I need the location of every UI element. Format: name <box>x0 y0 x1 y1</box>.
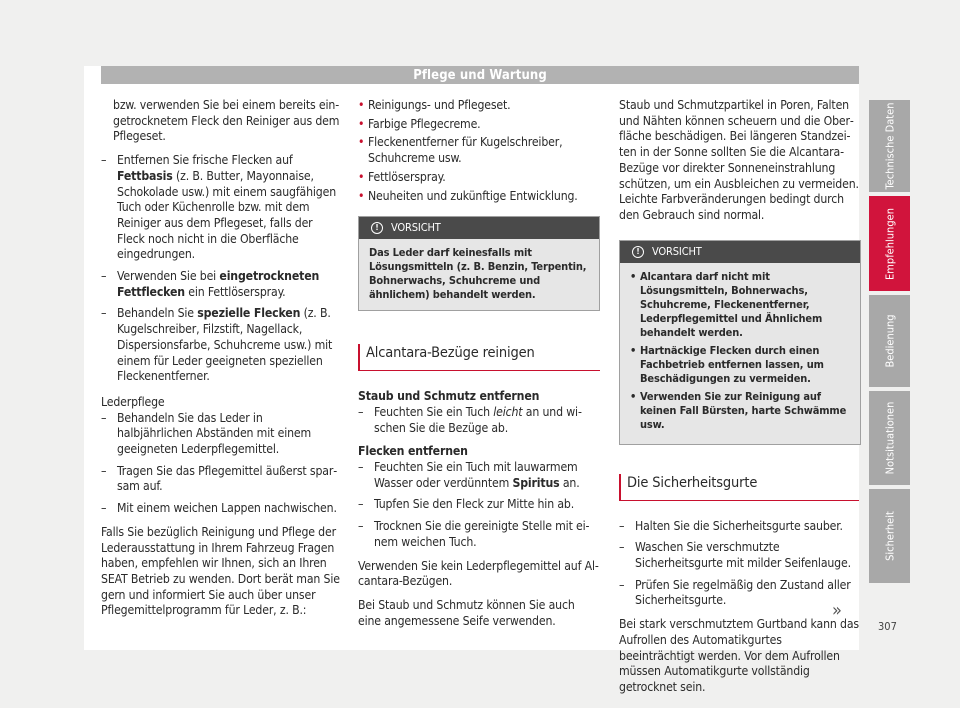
page-number: 307 <box>878 620 897 633</box>
tab-empfehlungen[interactable]: Empfehlungen <box>869 196 910 291</box>
list-item: – Feuchten Sie ein Tuch mit lauwarmem Wasser oder verdünntem Spiritus an. <box>358 460 600 491</box>
paragraph: Bei Staub und Schmutz können Sie auch eine angemessene Seife verwenden. <box>358 597 575 628</box>
subheading: Flecken entfernen <box>358 444 468 459</box>
warning-icon: ! <box>632 246 644 258</box>
column-2 <box>358 98 600 637</box>
paragraph: Bei stark verschmutztem Gurtband kann das Aufrollen des Automatikgurtes beeinträchtigt werden. Vor dem Aufrollen müssen Automatikgurte vollständig getrocknet sein. <box>619 617 859 694</box>
list-item: – Behandeln Sie das Leder in halbjährlichen Abständen mit einem geeigneten Lederpflegemittel. <box>101 411 341 458</box>
warning-box <box>358 216 600 311</box>
section-heading: Die Sicherheitsgurte <box>619 474 859 501</box>
list-item: – Verwenden Sie bei eingetrockneten Fettflecken ein Fettlöserspray. <box>101 269 341 300</box>
paragraph: Falls Sie bezüglich Reinigung und Pflege der Lederausstattung in Ihrem Fahrzeug Fragen haben, empfehlen wir Ihnen, sich an Ihren SEAT Betrieb zu wenden. Dort berät man Sie gern und informiert Sie auch über unser Pflegemittelprogramm für Leder, z. B.: <box>101 524 340 618</box>
tab-bedienung[interactable]: Bedienung <box>869 295 910 387</box>
list-item: – Feuchten Sie ein Tuch leicht an und wischen Sie die Bezüge ab. <box>358 405 600 436</box>
column-1 <box>101 98 341 627</box>
section-heading: Alcantara-Bezüge reinigen <box>358 344 600 371</box>
tab-sicherheit[interactable]: Sicherheit <box>869 489 910 583</box>
bullet-item: • Fleckenentferner für Kugelschreiber, Schuhcreme usw. <box>358 135 600 166</box>
subheading: Lederpflege <box>101 394 165 409</box>
bullet-item: • Fettlöserspray. <box>358 170 600 186</box>
warning-text: Das Leder darf keinesfalls mit Lösungsmitteln (z. B. Benzin, Terpentin, Bohnerwachs, Schuhcreme und ähnlichem) behandelt werden. <box>359 239 599 310</box>
bullet-item: • Farbige Pflegecreme. <box>358 117 600 133</box>
paragraph: Verwenden Sie kein Lederpflegemittel auf Alcantara-Bezügen. <box>358 558 599 589</box>
paragraph: Staub und Schmutzpartikel in Poren, Falten und Nähten können scheuern und die Oberfläche beschädigen. Bei längeren Standzeiten in der Sonne sollten Sie die Alcantara-Bezüge vor direkter Sonneneinstrahlung schützen, um ein Ausbleichen zu vermeiden. Leichte Farbveränderungen bedingt durch den Gebrauch sind normal. <box>619 98 859 222</box>
list-item: – Tragen Sie das Pflegemittel äußerst sparsam auf. <box>101 464 341 495</box>
list-item: – Prüfen Sie regelmäßig den Zustand aller Sicherheitsgurte. <box>619 578 859 609</box>
list-item: – Halten Sie die Sicherheitsgurte sauber. <box>619 519 859 535</box>
list-item: – Mit einem weichen Lappen nachwischen. <box>101 501 341 517</box>
next-page-icon[interactable]: » <box>832 600 842 621</box>
warning-header: ! VORSICHT <box>620 241 860 263</box>
list-item: – Waschen Sie verschmutzte Sicherheitsgurte mit milder Seifenlauge. <box>619 540 859 571</box>
bullet-item: • Reinigungs- und Pflegeset. <box>358 98 600 114</box>
section-header: Pflege und Wartung <box>101 66 859 84</box>
tab-technische-daten[interactable]: Technische Daten <box>869 100 910 192</box>
subheading: Staub und Schmutz entfernen <box>358 389 540 404</box>
warning-icon: ! <box>371 222 383 234</box>
list-item: – Entfernen Sie frische Flecken auf Fettbasis (z. B. Butter, Mayonnaise, Schokolade usw.) mit einem saugfähigen Tuch oder Küchenrolle bzw. mit dem Reiniger aus dem Pflegeset, falls der Fleck noch nicht in die Oberfläche eingedrungen. <box>101 153 341 263</box>
column-3 <box>619 98 859 704</box>
list-item: – Trocknen Sie die gereinigte Stelle mit einem weichen Tuch. <box>358 519 600 550</box>
list-item: – Tupfen Sie den Fleck zur Mitte hin ab. <box>358 497 600 513</box>
warning-text: • Alcantara darf nicht mit Lösungsmitteln, Bohnerwachs, Schuhcreme, Fleckenentferner, Lederpflegemittel und Ähnlichem behandelt werden. • Hartnäckige Flecken durch einen Fachbetrieb entfernen lassen, um Beschädigungen zu vermeiden. • Verwenden Sie zur Reinigung auf keinen Fall Bürsten, harte Schwämme usw. <box>620 263 860 444</box>
paragraph: bzw. verwenden Sie bei einem bereits eingetrocknetem Fleck den Reiniger aus dem Pflegeset. <box>113 98 340 144</box>
bullet-item: • Neuheiten und zukünftige Entwicklung. <box>358 189 600 205</box>
tab-notsituationen[interactable]: Notsituationen <box>869 391 910 485</box>
warning-box <box>619 240 861 445</box>
warning-header: ! VORSICHT <box>359 217 599 239</box>
list-item: – Behandeln Sie spezielle Flecken (z. B. Kugelschreiber, Filzstift, Nagellack, Dispersionsfarbe, Schuhcreme usw.) mit einem für Leder geeigneten speziellen Fleckenentferner. <box>101 306 341 385</box>
